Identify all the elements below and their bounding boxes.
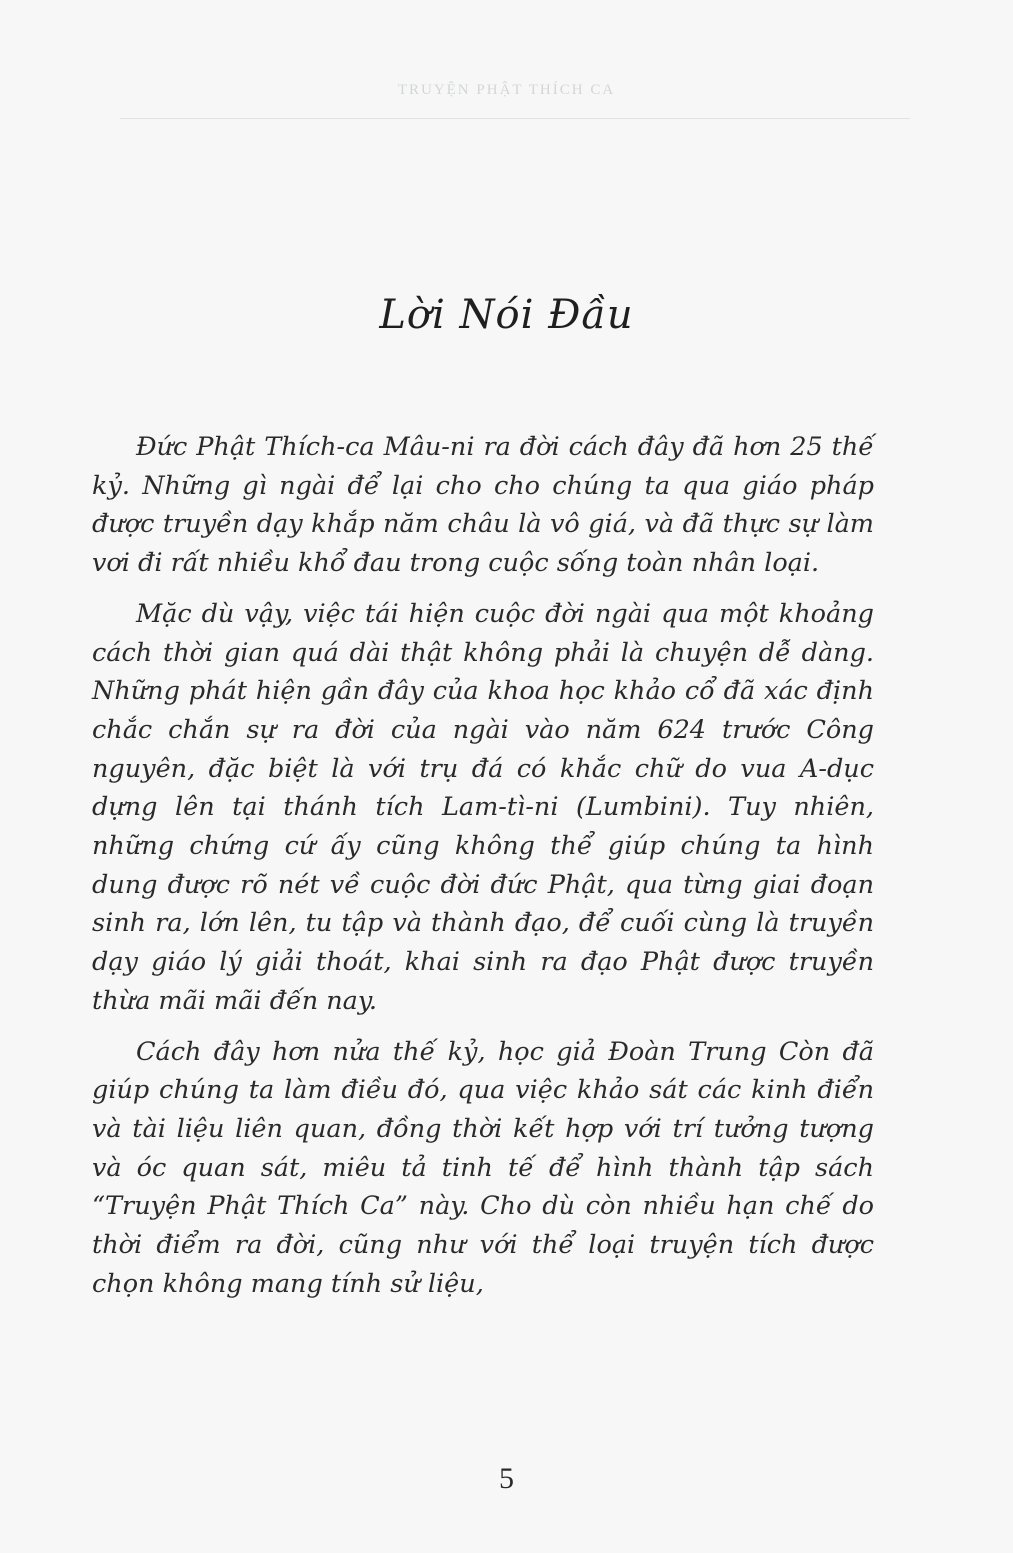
paragraph: Mặc dù vậy, việc tái hiện cuộc đời ngài qua một khoảng cách thời gian quá dài thật không phải là chuyện dễ dàng. Những phát hiện gần đây của khoa học khảo cổ đã xác định chắc chắn sự ra đời của ngài vào năm 624 trước Công nguyên, đặc biệt là với trụ đá có khắc chữ do vua A-dục dựng lên tại thánh tích Lam-tì-ni (Lumbini). Tuy nhiên, những chứng cứ ấy cũng không thể giúp chúng ta hình dung được rõ nét về cuộc đời đức Phật, qua từng giai đoạn sinh ra, lớn lên, tu tập và thành đạo, để cuối cùng là truyền dạy giáo lý giải thoát, khai sinh ra đạo Phật được truyền thừa mãi mãi đến nay. xyxy=(92,598,874,1016)
paragraph: Cách đây hơn nửa thế kỷ, học giả Đoàn Trung Còn đã giúp chúng ta làm điều đó, qua việc khảo sát các kinh điển và tài liệu liên quan, đồng thời kết hợp với trí tưởng tượng và óc quan sát, miêu tả tinh tế để hình thành tập sách “Truyện Phật Thích Ca” này. Cho dù còn nhiều hạn chế do thời điểm ra đời, cũng như với thể loại truyện tích được chọn không mang tính sử liệu, xyxy=(92,1036,874,1299)
header-divider xyxy=(120,118,910,119)
body-text xyxy=(92,428,874,1315)
page-number: 5 xyxy=(499,1462,514,1495)
running-header: TRUYỆN PHẬT THÍCH CA xyxy=(397,82,616,98)
chapter-title: Lời Nói Đầu xyxy=(379,292,634,338)
paragraph: Đức Phật Thích-ca Mâu-ni ra đời cách đây đã hơn 25 thế kỷ. Những gì ngài để lại cho cho chúng ta qua giáo pháp được truyền dạy khắp năm châu là vô giá, và đã thực sự làm vơi đi rất nhiều khổ đau trong cuộc sống toàn nhân loại. xyxy=(92,432,874,579)
